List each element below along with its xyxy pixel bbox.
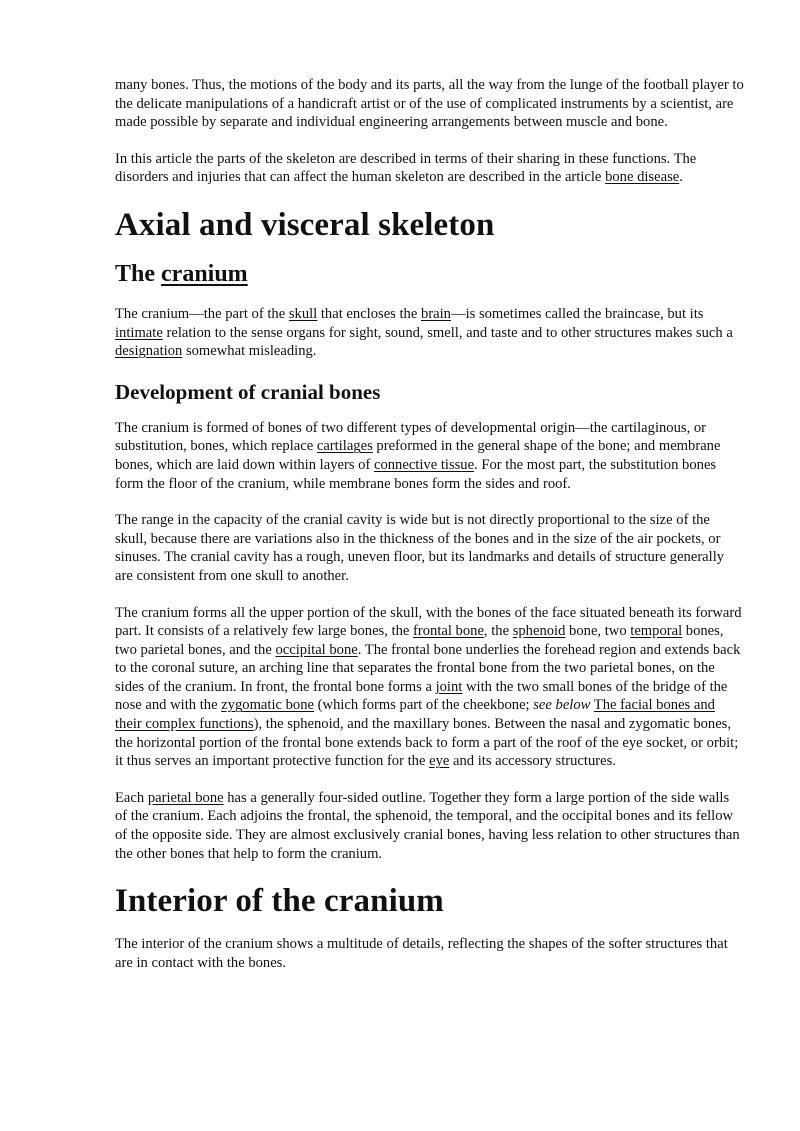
development-paragraph-2: The range in the capacity of the cranial cavity is wide but is not directly proportional to the size of the skull, because there are variations also in the thickness of the bones and in the size of the air pockets, or sinuses. The cranial cavity has a rough, uneven floor, but its landmarks and details of structure generally are consistent from one skull to another. bbox=[115, 512, 725, 584]
eye-link[interactable]: eye bbox=[429, 753, 450, 770]
occipital-bone-link[interactable]: occipital bone bbox=[275, 641, 358, 658]
see-below-text: see below bbox=[533, 697, 591, 714]
joint-link[interactable]: joint bbox=[435, 678, 463, 695]
development-paragraph-1: The cranium is formed of bones of two different types of developmental origin—the cartilaginous, or substitution, bones, which replace cartilages preformed in the general shape of the bone; and membrane bones, which are laid down within layers of connective tissue. For the most part, the substitution bones form the floor of the cranium, while membrane bones form the sides and roof. bbox=[115, 419, 721, 492]
cranium-heading: The cranium bbox=[115, 260, 248, 287]
zygomatic-bone-link[interactable]: zygomatic bone bbox=[221, 697, 315, 714]
cranium-link[interactable]: cranium bbox=[161, 260, 248, 287]
cartilages-link[interactable]: cartilages bbox=[316, 438, 373, 455]
section-title-axial: Axial and visceral skeleton bbox=[115, 206, 495, 243]
development-paragraph-4: Each parietal bone has a generally four-sided outline. Together they form a large portion of the side walls of the cranium. Each adjoins the frontal, the sphenoid, the temporal, and the occipital bones and its fellow of the opposite side. They are almost exclusively cranial bones, having less relation to other structures than the other bones that help to form the cranium. bbox=[115, 789, 740, 862]
sphenoid-link[interactable]: sphenoid bbox=[512, 623, 566, 640]
bone-disease-link[interactable]: bone disease bbox=[605, 169, 680, 186]
development-heading: Development of cranial bones bbox=[115, 379, 381, 404]
designation-link[interactable]: designation bbox=[115, 343, 183, 360]
frontal-bone-link[interactable]: frontal bone bbox=[413, 623, 484, 640]
cranium-paragraph: The cranium—the part of the skull that encloses the brain—is sometimes called the braincase, but its intimate relation to the sense organs for sight, sound, smell, and taste and to other structures makes such a designation somewhat misleading. bbox=[115, 305, 733, 360]
parietal-bone-link[interactable]: parietal bone bbox=[147, 789, 224, 806]
intimate-link[interactable]: intimate bbox=[115, 324, 163, 341]
intro-paragraph-2: In this article the parts of the skeleton are described in terms of their sharing in these functions. The disorders and injuries that can affect the human skeleton are described in the article bone disease. bbox=[115, 150, 697, 186]
intro-paragraph-1 bbox=[115, 76, 744, 132]
intro-text-2: In this article the parts of the skeleton are described in terms of their sharing in these functions. The disorders and injuries that can affect the human skeleton are described in the article bbox=[115, 150, 697, 186]
development-paragraph-3: The cranium forms all the upper portion of the skull, with the bones of the face situated beneath its forward part. It consists of a relatively few large bones, the frontal bone, the sphenoid bone, two temporal bones, two parietal bones, and the occipital bone. The frontal bone underlies the forehead region and extends back to the coronal suture, an arching line that separates the frontal bone from the two parietal bones, on the sides of the cranium. In front, the frontal bone forms a joint with the two small bones of the bridge of the nose and with the zygomatic bone (which forms part of the cheekbone; see below The facial bones and their complex functions), the sphenoid, and the maxillary bones. Between the nasal and zygomatic bones, the horizontal portion of the frontal bone extends back to form a part of the roof of the eye socket, or orbit; it thus serves an important protective function for the eye and its accessory structures. bbox=[115, 604, 742, 770]
section-title-interior: Interior of the cranium bbox=[115, 883, 444, 920]
interior-paragraph: The interior of the cranium shows a multitude of details, reflecting the shapes of the softer structures that are in contact with the bones. bbox=[115, 936, 728, 971]
intro-text-1: many bones. Thus, the motions of the body and its parts, all the way from the lunge of the football player to the delicate manipulations of a handicraft artist or of the use of complicated instruments by a scientist, are made possible by separate and individual engineering arrangements between muscle and bone. bbox=[115, 77, 744, 131]
connective-tissue-link[interactable]: connective tissue bbox=[373, 456, 475, 473]
temporal-link[interactable]: temporal bbox=[630, 623, 683, 640]
skull-link[interactable]: skull bbox=[288, 305, 318, 322]
facial-bones-link[interactable]: The facial bones and their complex functions bbox=[115, 697, 715, 733]
brain-link[interactable]: brain bbox=[420, 305, 451, 322]
